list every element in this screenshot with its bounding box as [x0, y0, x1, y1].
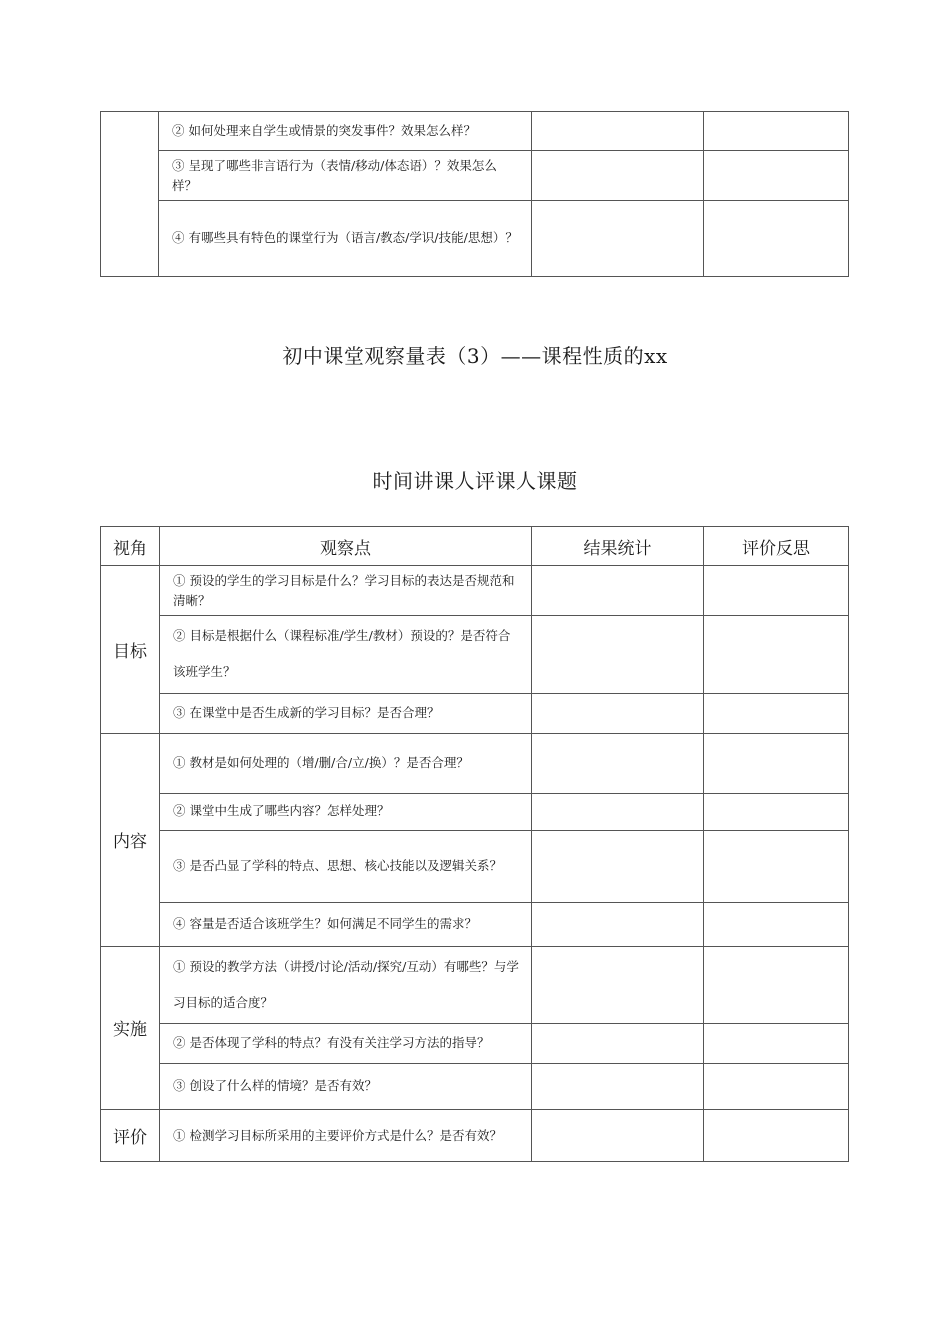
observation-point: ③ 是否凸显了学科的特点、思想、核心技能以及逻辑关系？ [160, 830, 532, 902]
table-row [101, 946, 849, 1024]
header-observation-point: 观察点 [160, 527, 532, 566]
observation-point: ② 如何处理来自学生或情景的突发事件？效果怎么样？ [159, 112, 532, 151]
table-row [101, 616, 849, 694]
table-row [101, 693, 849, 733]
result-cell[interactable] [532, 1024, 704, 1064]
result-cell[interactable] [532, 793, 704, 830]
table-row [101, 1024, 849, 1064]
result-cell[interactable] [532, 151, 704, 201]
reflection-cell[interactable] [704, 201, 849, 277]
header-dimension: 视角 [101, 527, 160, 566]
reflection-cell[interactable] [704, 902, 849, 946]
reflection-cell[interactable] [704, 616, 849, 694]
page-subtitle: 时间讲课人评课人课题 [372, 469, 578, 493]
result-cell[interactable] [532, 616, 704, 694]
reflection-cell[interactable] [704, 566, 849, 616]
header-reflection: 评价反思 [704, 527, 849, 566]
observation-point: ① 检测学习目标所采用的主要评价方式是什么？是否有效？ [160, 1110, 532, 1162]
result-cell[interactable] [532, 946, 704, 1024]
observation-point: ② 课堂中生成了哪些内容？怎样处理？ [160, 793, 532, 830]
table-header-row [101, 527, 849, 566]
observation-point: ④ 有哪些具有特色的课堂行为（语言/教态/学识/技能/思想）？ [159, 201, 532, 277]
header-result: 结果统计 [532, 527, 704, 566]
observation-point: ④ 容量是否适合该班学生？如何满足不同学生的需求？ [160, 902, 532, 946]
table-row [101, 830, 849, 902]
result-cell[interactable] [532, 902, 704, 946]
observation-point: ③ 在课堂中是否生成新的学习目标？是否合理？ [160, 693, 532, 733]
page-title: 初中课堂观察量表（3）——课程性质的xx [282, 344, 668, 368]
result-cell[interactable] [532, 733, 704, 793]
table-row [101, 1110, 849, 1162]
observation-point: ③ 创设了什么样的情境？是否有效？ [160, 1064, 532, 1110]
observation-point: ③ 呈现了哪些非言语行为（表情/移动/体态语）？效果怎么样？ [159, 151, 532, 201]
table-row [101, 902, 849, 946]
reflection-cell[interactable] [704, 693, 849, 733]
reflection-cell[interactable] [704, 1110, 849, 1162]
dimension-evaluation: 评价 [101, 1110, 160, 1162]
result-cell[interactable] [532, 1110, 704, 1162]
dimension-cell-empty [101, 112, 159, 277]
dimension-implementation: 实施 [101, 946, 160, 1110]
table-row [101, 566, 849, 616]
observation-point: ① 教材是如何处理的（增/删/合/立/换）？是否合理？ [160, 733, 532, 793]
table-row [101, 1064, 849, 1110]
observation-point: ② 是否体现了学科的特点？有没有关注学习方法的指导？ [160, 1024, 532, 1064]
result-cell[interactable] [532, 566, 704, 616]
reflection-cell[interactable] [704, 733, 849, 793]
result-cell[interactable] [532, 830, 704, 902]
dimension-goal: 目标 [101, 566, 160, 734]
observation-table [100, 526, 849, 1162]
reflection-cell[interactable] [704, 793, 849, 830]
observation-table-continued [100, 111, 849, 277]
table-row [101, 793, 849, 830]
reflection-cell[interactable] [704, 151, 849, 201]
observation-point: ① 预设的学生的学习目标是什么？学习目标的表达是否规范和清晰？ [160, 566, 532, 616]
reflection-cell[interactable] [704, 112, 849, 151]
result-cell[interactable] [532, 112, 704, 151]
reflection-cell[interactable] [704, 946, 849, 1024]
result-cell[interactable] [532, 1064, 704, 1110]
reflection-cell[interactable] [704, 1024, 849, 1064]
dimension-content: 内容 [101, 733, 160, 946]
table-row [101, 733, 849, 793]
result-cell[interactable] [532, 201, 704, 277]
observation-point: ② 目标是根据什么（课程标准/学生/教材）预设的？是否符合该班学生？ [160, 616, 532, 694]
reflection-cell[interactable] [704, 1064, 849, 1110]
observation-point: ① 预设的教学方法（讲授/讨论/活动/探究/互动）有哪些？与学习目标的适合度？ [160, 946, 532, 1024]
reflection-cell[interactable] [704, 830, 849, 902]
result-cell[interactable] [532, 693, 704, 733]
